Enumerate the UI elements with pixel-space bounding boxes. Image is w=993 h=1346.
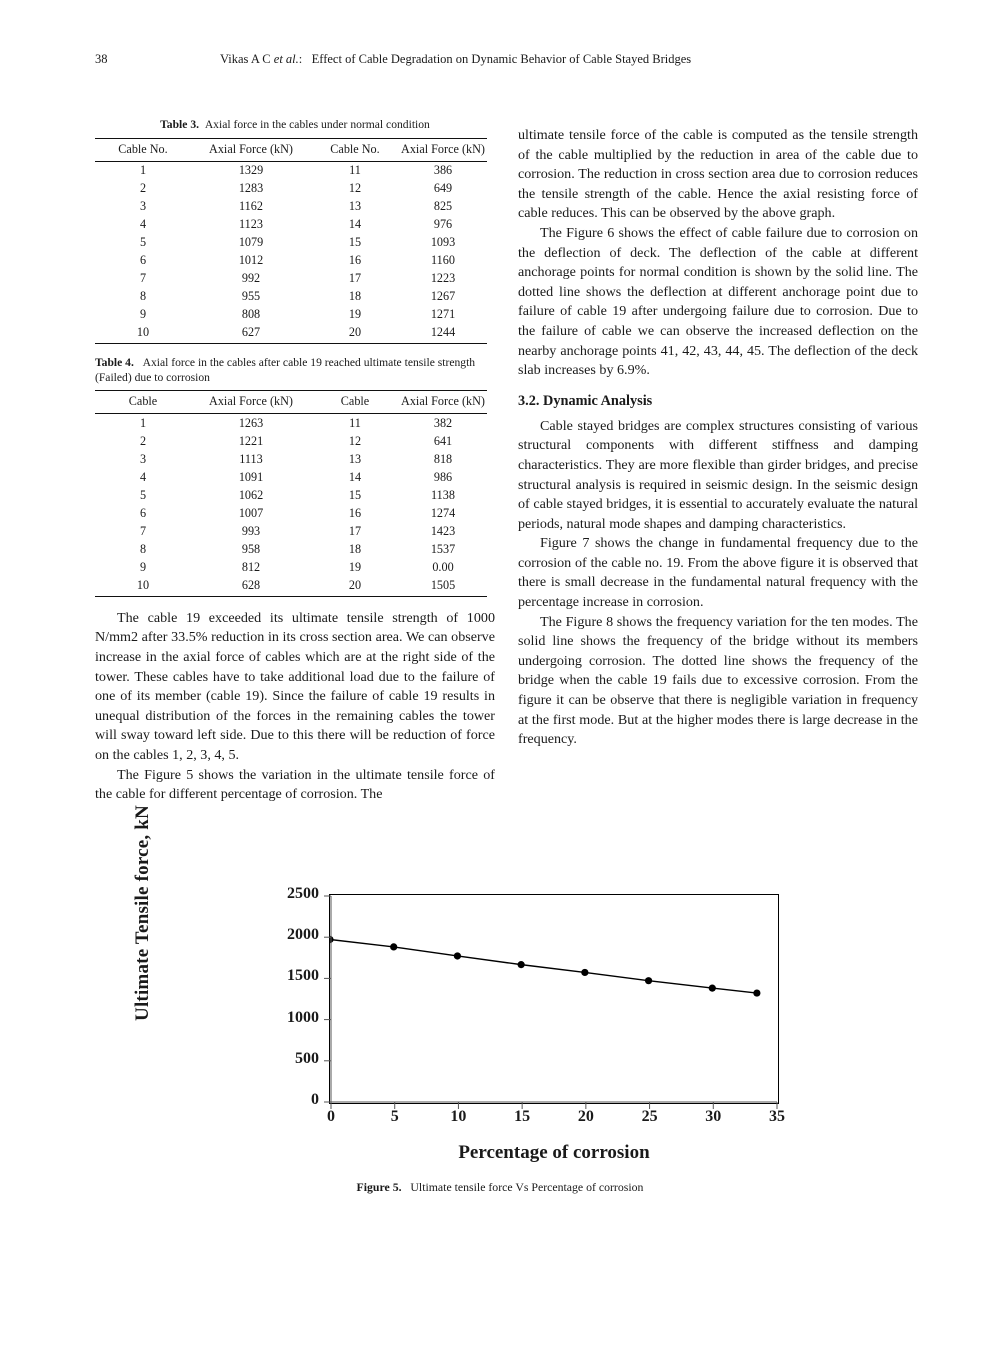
figure-5-caption-text: Ultimate tensile force Vs Percentage of corrosion [410, 1180, 644, 1194]
page-number: 38 [95, 52, 108, 66]
table4-caption [95, 356, 495, 385]
cell: 1113 [239, 451, 263, 466]
table-row [95, 558, 487, 576]
right-paragraph-1: ultimate tensile force of the cable is computed as the tensile strength of the cable multiplied by the reduction in area of the cable due to corrosion. The reduction in cross section area due to corrosion reduces the tensile strength of the cable. Hence the axial resisting force of cable reduces. This can be observed by the above graph. [518, 127, 918, 222]
cell: 8 [139, 289, 147, 304]
chart-x-tick-label: 35 [769, 1108, 785, 1125]
table-row [95, 270, 487, 288]
table3-header-cell: Axial Force (kN) [209, 141, 293, 156]
cell: 1138 [431, 487, 455, 502]
running-article-title: Effect of Cable Degradation on Dynamic Behavior of Cable Stayed Bridges [311, 52, 692, 66]
table3-header-row [95, 138, 487, 161]
table-row [95, 432, 487, 450]
table4-label: Table 4. [95, 356, 134, 370]
chart-x-axis-label: Percentage of corrosion [458, 1142, 650, 1163]
cell: 808 [241, 307, 261, 322]
cell: 11 [349, 415, 361, 430]
cell: 16 [348, 505, 362, 520]
table4-caption-text: Axial force in the cables after cable 19 reached ultimate tensile strength (Failed) due to corrosion [95, 356, 476, 384]
table-row [95, 576, 487, 596]
table4-header-cell: Cable [128, 394, 158, 409]
right-paragraph-4: Figure 7 shows the change in fundamental frequency due to the corrosion of the cable no. 19. From the above figure it is observed that there is small decrease in the fundamental natural frequency with the percentage increase in corrosion. [518, 535, 918, 611]
cell: 1283 [238, 181, 264, 196]
cell: 986 [433, 469, 453, 484]
right-paragraph-5: The Figure 8 shows the frequency variation for the ten modes. The solid line shows the frequency of the bridge without its members undergoing corrosion. The dotted line shows the frequency of the bridge when the cable 19 fails due to excessive corrosion. From the figure it can be observe that there is negligible variation in frequency at the first mode. But at the higher modes there is large decrease in the frequency. [518, 613, 918, 748]
table4-header-cell: Axial Force (kN) [401, 394, 485, 409]
chart-data-point [581, 969, 588, 976]
chart-data-point [330, 936, 334, 943]
cell: 1221 [238, 433, 264, 448]
cell: 10 [95, 576, 191, 596]
cell: 382 [433, 415, 453, 430]
cell: 12 [348, 181, 362, 196]
cell: 1329 [238, 163, 264, 178]
table3-header-cell: Cable No. [118, 141, 168, 156]
table-row [95, 414, 487, 433]
chart-data-point [709, 985, 716, 992]
cell: 1091 [238, 469, 264, 484]
table-row [95, 540, 487, 558]
chart-data-point [645, 977, 652, 984]
cell: 992 [241, 271, 261, 286]
table4-header-cell: Axial Force (kN) [209, 394, 293, 409]
cell: 17 [348, 271, 362, 286]
chart-data-point [454, 952, 461, 959]
chart-x-ticks [327, 1108, 785, 1138]
cell: 958 [241, 541, 261, 556]
cell: 13 [348, 199, 362, 214]
running-head [95, 52, 905, 72]
chart-y-tick-label: 0 [311, 1091, 319, 1108]
table-row [95, 504, 487, 522]
cell: 14 [348, 217, 362, 232]
cell: 955 [241, 289, 261, 304]
cell: 641 [433, 433, 453, 448]
cell: 0.00 [432, 559, 454, 574]
right-paragraph-3: Cable stayed bridges are complex structures consisting of various structural components with different stiffness and damping characteristics. They are more flexible than girder bridges, and precise structural analysis is required in seismic design. In the seismic design of cable stayed bridges, it is essential to accurately evaluate the natural periods, natural mode shapes and damping characteristics. [518, 417, 918, 532]
chart-y-tick-label: 500 [295, 1049, 319, 1067]
section-heading-3-2: 3.2. Dynamic Analysis [518, 392, 653, 409]
cell: 19 [348, 559, 362, 574]
cell: 9 [139, 559, 147, 574]
table3-header-cell: Axial Force (kN) [401, 141, 485, 156]
chart-y-tick-label: 2000 [287, 926, 319, 944]
table3 [95, 138, 487, 345]
cell: 9 [139, 307, 147, 322]
table4-header-cell: Cable [340, 394, 370, 409]
running-colon: : [298, 52, 303, 66]
cell: 1223 [430, 271, 456, 286]
cell: 13 [348, 451, 362, 466]
table-row [95, 306, 487, 324]
cell: 5 [139, 487, 147, 502]
left-paragraph-1: The cable 19 exceeded its ultimate tensile strength of 1000 N/mm2 after 33.5% reduction in its cross section area. We can observe increase in the axial force of cables which are at the right side of the tower. These cables have to take additional load due to the failure of one of its member (cable 19). Since the failure of cable 19 results in unequal distribution of the forces in the remaining cables the tower will sway toward left side. Due to this there will be reduction of force on the cables 1, 2, 3, 4, 5. [95, 609, 495, 763]
cell: 1537 [430, 541, 456, 556]
table-row [95, 522, 487, 540]
table3-caption-text: Axial force in the cables under normal condition [204, 118, 430, 131]
cell: 12 [348, 433, 362, 448]
chart-x-tick-label: 15 [514, 1108, 531, 1125]
table-row [95, 198, 487, 216]
cell: 1505 [399, 576, 487, 596]
chart-data-point [753, 989, 760, 996]
right-column [518, 126, 918, 750]
chart-data-point [390, 943, 397, 950]
cell: 1274 [430, 505, 456, 520]
cell: 20 [311, 576, 399, 596]
cell: 1263 [238, 415, 264, 430]
chart-x-tick-label: 30 [705, 1108, 722, 1125]
table-row [95, 180, 487, 198]
cell: 1007 [238, 505, 264, 520]
cell: 386 [433, 163, 453, 178]
cell: 4 [139, 469, 147, 484]
table-row [95, 324, 487, 344]
cell: 1079 [238, 235, 264, 250]
cell: 976 [433, 217, 453, 232]
cell: 1062 [238, 487, 264, 502]
cell: 15 [348, 235, 362, 250]
left-paragraph-2: The Figure 5 shows the variation in the ultimate tensile force of the cable for different percentage of corrosion. The [95, 766, 495, 803]
cell: 818 [433, 451, 453, 466]
cell: 19 [348, 307, 362, 322]
cell: 7 [139, 271, 147, 286]
cell: 7 [139, 523, 147, 538]
cell: 2 [139, 433, 147, 448]
cell: 1267 [430, 289, 456, 304]
cell: 2 [139, 181, 147, 196]
cell: 1423 [430, 523, 456, 538]
chart-x-tick-label: 0 [327, 1108, 335, 1125]
table4 [95, 390, 487, 597]
cell: 825 [433, 199, 453, 214]
chart-x-tick-label: 5 [390, 1108, 399, 1125]
running-etal: et al. [273, 52, 299, 66]
cell: 6 [139, 253, 147, 268]
cell: 18 [348, 541, 362, 556]
cell: 1160 [431, 253, 455, 268]
cell: 3 [139, 199, 147, 214]
running-authors: Vikas A C [220, 52, 274, 66]
cell: 993 [241, 523, 261, 538]
figure-5 [95, 805, 905, 1194]
cell: 14 [348, 469, 362, 484]
cell: 17 [348, 523, 362, 538]
chart-x-tick-label: 25 [641, 1108, 658, 1125]
table-row [95, 450, 487, 468]
table4-header-row [95, 391, 487, 414]
left-column [95, 118, 495, 805]
table3-label: Table 3. [160, 118, 200, 131]
table3-header-cell: Cable No. [330, 141, 380, 156]
figure-5-label: Figure 5. [356, 1180, 402, 1194]
cell: 18 [348, 289, 362, 304]
cell: 1162 [239, 199, 263, 214]
table-row [95, 468, 487, 486]
cell: 3 [139, 451, 147, 466]
cell: 1271 [430, 307, 456, 322]
chart-y-tick-label: 1500 [287, 967, 319, 985]
cell: 15 [348, 487, 362, 502]
cell: 628 [191, 576, 311, 596]
cell: 1244 [399, 324, 487, 344]
cell: 812 [241, 559, 261, 574]
running-title [220, 52, 691, 67]
cell: 1 [139, 163, 147, 178]
cell: 10 [95, 324, 191, 344]
cell: 4 [139, 217, 147, 232]
chart-ultimate-tensile-force [95, 805, 905, 1180]
chart-x-tick-label: 10 [450, 1108, 467, 1125]
table-row [95, 161, 487, 180]
cell: 649 [433, 181, 453, 196]
cell: 20 [311, 324, 399, 344]
chart-x-tick-label: 20 [577, 1108, 594, 1125]
figure-5-caption [95, 1180, 905, 1195]
cell: 8 [139, 541, 147, 556]
chart-y-tick-label: 1000 [287, 1008, 319, 1026]
table-row [95, 234, 487, 252]
table-row [95, 216, 487, 234]
cell: 11 [349, 163, 361, 178]
table-row [95, 288, 487, 306]
cell: 6 [139, 505, 147, 520]
table-row [95, 486, 487, 504]
chart-y-ticks [245, 880, 325, 1180]
chart-y-tick-label: 2500 [287, 885, 319, 902]
chart-data-point [518, 961, 525, 968]
right-paragraph-2: The Figure 6 shows the effect of cable failure due to corrosion on the deflection of deck. The deflection of the cable at different anchorage points for normal condition is shown by the solid line. The dotted line shows the deflection at different anchorage point due to failure of cable 19 after undergoing failure due to corrosion. Due to the failure of cable we can observe the increased deflection on the nearby anchorage points 41, 42, 43, 44, 45. The deflection of the deck slab increases by 6.9%. [518, 224, 918, 379]
cell: 16 [348, 253, 362, 268]
chart-series-svg [330, 895, 776, 1101]
cell: 627 [191, 324, 311, 344]
cell: 1012 [238, 253, 264, 268]
chart-y-axis-label: Ultimate Tensile force, kN [132, 805, 153, 1021]
cell: 5 [139, 235, 147, 250]
table3-caption [95, 118, 495, 133]
chart-plot-area [329, 894, 779, 1104]
cell: 1093 [430, 235, 456, 250]
table-row [95, 252, 487, 270]
cell: 1 [139, 415, 147, 430]
cell: 1123 [239, 217, 263, 232]
